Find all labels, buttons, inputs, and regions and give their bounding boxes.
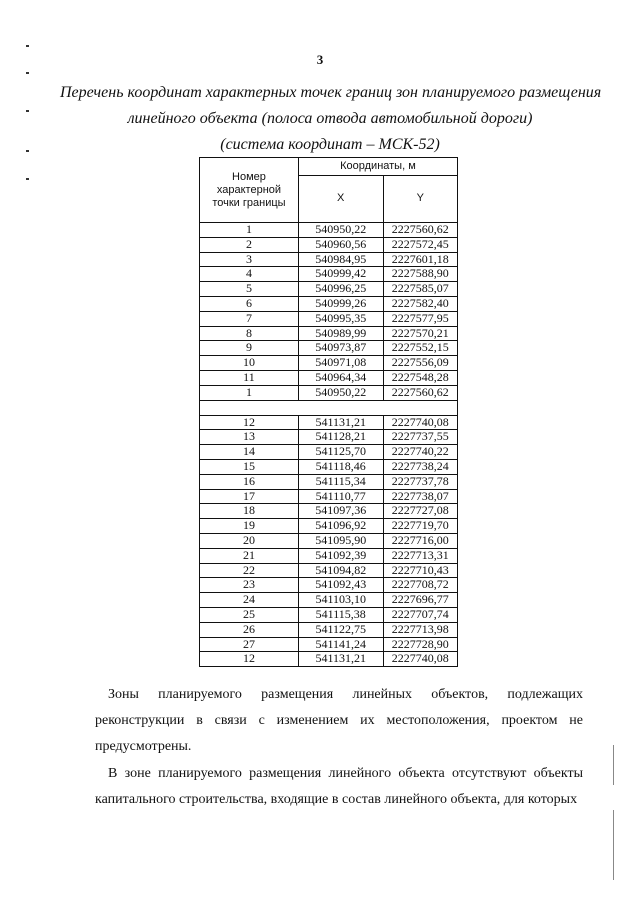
table-row [200, 607, 458, 622]
point-number-cell: 24 [200, 593, 299, 608]
table-row [200, 430, 458, 445]
margin-mark [26, 72, 29, 74]
y-coordinate-cell: 2227738,07 [383, 489, 457, 504]
point-number-cell: 13 [200, 430, 299, 445]
y-coordinate-cell: 2227740,22 [383, 445, 457, 460]
y-coordinate-cell: 2227719,70 [383, 519, 457, 534]
point-number-cell: 5 [200, 282, 299, 297]
point-number-cell: 1 [200, 385, 299, 400]
paragraph-reconstruction: Зоны планируемого размещения линейных объектов, подлежащих реконструкции в связи с изменением их местоположения, проектом не предусмотрены. [95, 687, 583, 754]
x-coordinate-cell: 540973,87 [298, 341, 383, 356]
y-coordinate-cell: 2227708,72 [383, 578, 457, 593]
point-number-cell: 26 [200, 622, 299, 637]
separator-cell [200, 400, 458, 415]
table-row [200, 267, 458, 282]
point-number-cell: 19 [200, 519, 299, 534]
point-number-cell: 4 [200, 267, 299, 282]
table-row [200, 223, 458, 238]
x-coordinate-cell: 541092,39 [298, 548, 383, 563]
point-number-cell: 14 [200, 445, 299, 460]
y-coordinate-cell: 2227713,31 [383, 548, 457, 563]
y-coordinate-cell: 2227710,43 [383, 563, 457, 578]
page-number: 3 [316, 52, 324, 67]
x-coordinate-cell: 541141,24 [298, 637, 383, 652]
y-coordinate-cell: 2227556,09 [383, 356, 457, 371]
x-coordinate-cell: 540984,95 [298, 252, 383, 267]
x-coordinate-cell: 541094,82 [298, 563, 383, 578]
x-coordinate-cell: 541125,70 [298, 445, 383, 460]
table-row [200, 637, 458, 652]
x-coordinate-cell: 541128,21 [298, 430, 383, 445]
header-point-number: Номер характерной точки границы [200, 158, 299, 223]
y-coordinate-cell: 2227572,45 [383, 237, 457, 252]
table-row [200, 533, 458, 548]
x-coordinate-cell: 540995,35 [298, 311, 383, 326]
x-coordinate-cell: 540960,56 [298, 237, 383, 252]
x-coordinate-cell: 541131,21 [298, 415, 383, 430]
table-row [200, 578, 458, 593]
point-number-cell: 21 [200, 548, 299, 563]
table-row [200, 356, 458, 371]
table-row [200, 548, 458, 563]
y-coordinate-cell: 2227716,00 [383, 533, 457, 548]
y-coordinate-cell: 2227727,08 [383, 504, 457, 519]
table-row [200, 370, 458, 385]
y-coordinate-cell: 2227560,62 [383, 385, 457, 400]
y-coordinate-cell: 2227737,55 [383, 430, 457, 445]
y-coordinate-cell: 2227728,90 [383, 637, 457, 652]
margin-mark [26, 150, 29, 152]
y-coordinate-cell: 2227713,98 [383, 622, 457, 637]
heading-line-2: линейного объекта (полоса отвода автомобильной дороги) [127, 110, 533, 127]
x-coordinate-cell: 540971,08 [298, 356, 383, 371]
point-number-cell: 12 [200, 415, 299, 430]
x-coordinate-cell: 541115,38 [298, 607, 383, 622]
x-coordinate-cell: 541115,34 [298, 474, 383, 489]
margin-mark [26, 110, 29, 112]
table-row [200, 282, 458, 297]
table-row [200, 237, 458, 252]
point-number-cell: 25 [200, 607, 299, 622]
point-number-cell: 15 [200, 459, 299, 474]
table-row [200, 504, 458, 519]
point-number-cell: 22 [200, 563, 299, 578]
margin-mark [26, 178, 29, 180]
table-row [200, 341, 458, 356]
point-number-cell: 20 [200, 533, 299, 548]
table-body [200, 223, 458, 667]
heading-line-3: (система координат – МСК-52) [220, 136, 440, 153]
y-coordinate-cell: 2227696,77 [383, 593, 457, 608]
point-number-cell: 2 [200, 237, 299, 252]
y-coordinate-cell: 2227707,74 [383, 607, 457, 622]
table-row [200, 385, 458, 400]
point-number-cell: 27 [200, 637, 299, 652]
table-row [200, 622, 458, 637]
x-coordinate-cell: 540989,99 [298, 326, 383, 341]
x-coordinate-cell: 541122,75 [298, 622, 383, 637]
paragraph-capital-objects: В зоне планируемого размещения линейного объекта отсутствуют объекты капитального строительства, входящие в состав линейного объекта, для которых [95, 766, 583, 807]
point-number-cell: 9 [200, 341, 299, 356]
point-number-cell: 10 [200, 356, 299, 371]
document-heading [60, 80, 600, 158]
x-coordinate-cell: 541118,46 [298, 459, 383, 474]
point-number-cell: 18 [200, 504, 299, 519]
heading-line-1: Перечень координат характерных точек границ зон планируемого размещения [60, 84, 602, 101]
table-row [200, 519, 458, 534]
table-row [200, 326, 458, 341]
header-x: X [298, 175, 383, 222]
table-row [200, 459, 458, 474]
y-coordinate-cell: 2227570,21 [383, 326, 457, 341]
point-number-cell: 6 [200, 296, 299, 311]
x-coordinate-cell: 540996,25 [298, 282, 383, 297]
x-coordinate-cell: 540999,26 [298, 296, 383, 311]
header-y: Y [383, 175, 457, 222]
point-number-cell: 11 [200, 370, 299, 385]
y-coordinate-cell: 2227548,28 [383, 370, 457, 385]
x-coordinate-cell: 541096,92 [298, 519, 383, 534]
y-coordinate-cell: 2227552,15 [383, 341, 457, 356]
table-row [200, 563, 458, 578]
point-number-cell: 7 [200, 311, 299, 326]
y-coordinate-cell: 2227577,95 [383, 311, 457, 326]
header-coordinates: Координаты, м [298, 158, 457, 176]
x-coordinate-cell: 540950,22 [298, 385, 383, 400]
point-number-cell: 1 [200, 223, 299, 238]
table-row [200, 445, 458, 460]
coordinates-table [199, 157, 458, 667]
table-row [200, 593, 458, 608]
y-coordinate-cell: 2227737,78 [383, 474, 457, 489]
x-coordinate-cell: 541131,21 [298, 652, 383, 667]
x-coordinate-cell: 540964,34 [298, 370, 383, 385]
table-row [200, 296, 458, 311]
table-row [200, 415, 458, 430]
table-section-separator [200, 400, 458, 415]
y-coordinate-cell: 2227585,07 [383, 282, 457, 297]
point-number-cell: 23 [200, 578, 299, 593]
scan-edge-mark [613, 745, 614, 785]
y-coordinate-cell: 2227601,18 [383, 252, 457, 267]
y-coordinate-cell: 2227740,08 [383, 652, 457, 667]
point-number-cell: 16 [200, 474, 299, 489]
x-coordinate-cell: 541095,90 [298, 533, 383, 548]
y-coordinate-cell: 2227738,24 [383, 459, 457, 474]
x-coordinate-cell: 541103,10 [298, 593, 383, 608]
x-coordinate-cell: 541092,43 [298, 578, 383, 593]
point-number-cell: 3 [200, 252, 299, 267]
x-coordinate-cell: 540950,22 [298, 223, 383, 238]
x-coordinate-cell: 541110,77 [298, 489, 383, 504]
table-row [200, 652, 458, 667]
y-coordinate-cell: 2227560,62 [383, 223, 457, 238]
y-coordinate-cell: 2227588,90 [383, 267, 457, 282]
point-number-cell: 8 [200, 326, 299, 341]
point-number-cell: 17 [200, 489, 299, 504]
table-row [200, 474, 458, 489]
scan-edge-mark [613, 810, 614, 880]
y-coordinate-cell: 2227582,40 [383, 296, 457, 311]
table-row [200, 311, 458, 326]
point-number-cell: 12 [200, 652, 299, 667]
table-row [200, 489, 458, 504]
x-coordinate-cell: 541097,36 [298, 504, 383, 519]
y-coordinate-cell: 2227740,08 [383, 415, 457, 430]
x-coordinate-cell: 540999,42 [298, 267, 383, 282]
margin-mark [26, 45, 29, 47]
table-row [200, 252, 458, 267]
